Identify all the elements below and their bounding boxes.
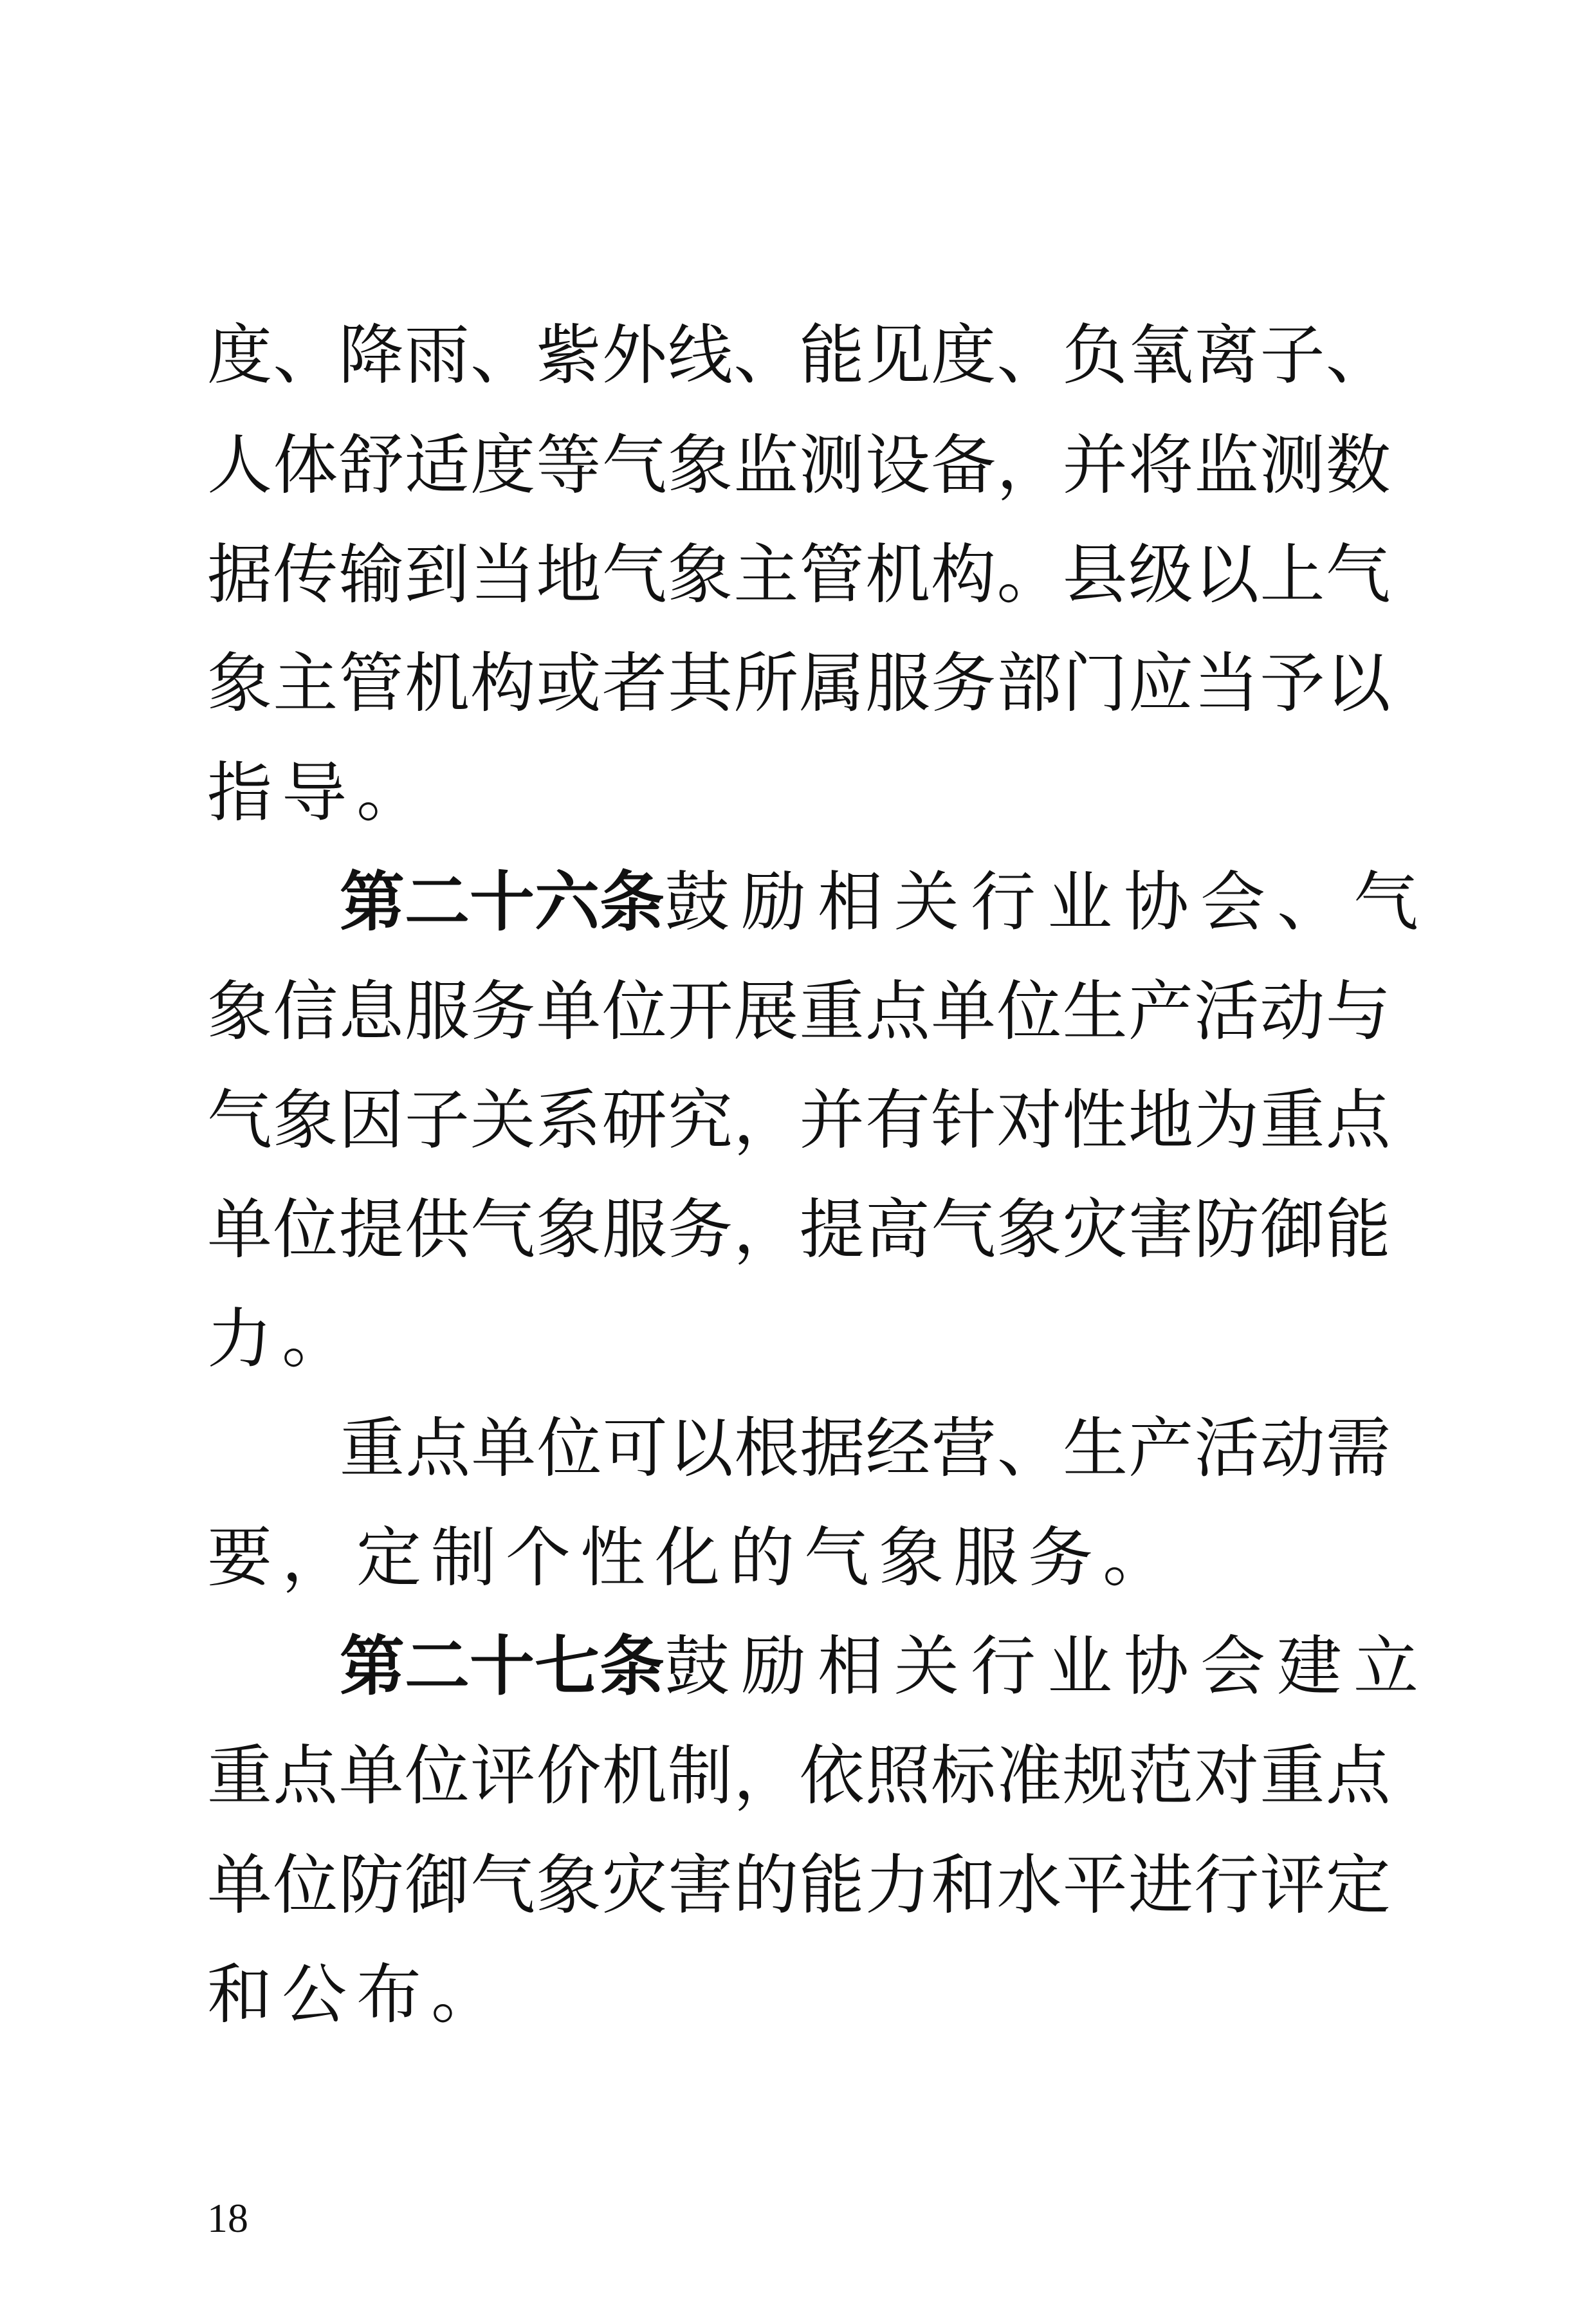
character: 信 (273, 973, 338, 1049)
character: 级 (1128, 537, 1193, 612)
character: 单 (931, 973, 996, 1049)
character: 上 (1260, 537, 1325, 612)
character: 有 (865, 1082, 930, 1158)
character: 位 (273, 1847, 338, 1923)
character: 展 (733, 973, 799, 1049)
character: 降 (338, 317, 404, 393)
character: 构 (470, 645, 536, 721)
character: 监 (1194, 427, 1260, 503)
character: 气 (601, 427, 667, 503)
character: 等 (536, 427, 601, 503)
character: 门 (1062, 645, 1128, 721)
character: 紫 (536, 317, 601, 393)
character: 性 (1062, 1082, 1128, 1158)
character: 或 (536, 645, 601, 721)
character: 气 (1325, 537, 1391, 612)
character: 重 (1260, 1738, 1325, 1814)
character: 活 (1194, 1410, 1260, 1486)
character: 到 (404, 537, 470, 612)
character: 度 (931, 317, 996, 393)
character: 能 (799, 317, 865, 393)
character: 灾 (601, 1847, 667, 1923)
character: 以 (1325, 645, 1391, 721)
character: 部 (996, 645, 1062, 721)
character: 的 (733, 1847, 799, 1923)
character: 人 (207, 427, 273, 503)
character: 据 (800, 1410, 865, 1486)
character: 、 (470, 317, 536, 393)
paragraph-line: 指导。 (207, 755, 432, 831)
character: 氧 (1128, 317, 1193, 393)
character: 、 (733, 317, 799, 393)
character: ， (733, 1082, 799, 1158)
character: 重 (1260, 1082, 1325, 1158)
page-number: 18 (207, 2195, 248, 2241)
character: 属 (799, 645, 865, 721)
character: 害 (667, 1847, 733, 1923)
character: 务 (667, 1192, 733, 1267)
character: 定 (1325, 1847, 1391, 1923)
paragraph-line: 和公布。 (207, 1956, 506, 2032)
character: 当 (470, 537, 536, 612)
character: 负 (1062, 317, 1128, 393)
character: 提 (799, 1192, 865, 1267)
character: 气 (207, 1082, 273, 1158)
character: 价 (536, 1738, 601, 1814)
character: 力 (865, 1847, 930, 1923)
character: 水 (996, 1847, 1062, 1923)
character: 气 (601, 537, 667, 612)
character: 。 (996, 537, 1062, 612)
character: 防 (338, 1847, 404, 1923)
character: 管 (338, 645, 404, 721)
character: 、 (1325, 317, 1391, 393)
character: 活 (1194, 973, 1260, 1049)
character: 点 (865, 973, 930, 1049)
character: 象 (996, 1192, 1062, 1267)
article-text: 鼓励相关行业协会建立 (665, 1628, 1431, 1704)
character: 度 (207, 317, 273, 393)
character: 象 (207, 973, 273, 1049)
character: 位 (601, 973, 667, 1049)
character: 产 (1128, 973, 1193, 1049)
character: 测 (1260, 427, 1325, 503)
character: 数 (1325, 427, 1391, 503)
character: 营 (931, 1410, 996, 1486)
character: 予 (1260, 645, 1325, 721)
character: 防 (1194, 1192, 1260, 1267)
character: 研 (601, 1082, 667, 1158)
article-text: 鼓励相关行业协会、气 (665, 864, 1431, 940)
character: 生 (1062, 973, 1128, 1049)
character: 雨 (404, 317, 470, 393)
character: 能 (1325, 1192, 1391, 1267)
character: 象 (667, 427, 733, 503)
character: 供 (404, 1192, 470, 1267)
character: 设 (865, 427, 930, 503)
character: 重 (799, 973, 865, 1049)
character: 照 (865, 1738, 930, 1814)
character: 动 (1260, 973, 1325, 1049)
character: 者 (601, 645, 667, 721)
character: 经 (865, 1410, 931, 1486)
character: 以 (1194, 537, 1260, 612)
character: 制 (667, 1738, 733, 1814)
paragraph-line (207, 1843, 1391, 1927)
character: 务 (931, 645, 996, 721)
character: 开 (667, 973, 733, 1049)
character: 子 (404, 1082, 470, 1158)
character: 将 (1128, 427, 1193, 503)
character: 高 (865, 1192, 930, 1267)
character: 息 (338, 973, 404, 1049)
character: 舒 (338, 427, 404, 503)
character: 测 (799, 427, 865, 503)
article-number: 第二十六条 (340, 864, 665, 940)
character: 可 (602, 1410, 668, 1486)
character: 点 (1325, 1738, 1391, 1814)
character: 度 (470, 427, 536, 503)
character: 并 (1062, 427, 1128, 503)
character: 气 (470, 1847, 536, 1923)
character: 御 (404, 1847, 470, 1923)
character: 能 (799, 1847, 865, 1923)
character: 其 (667, 645, 733, 721)
character: 因 (338, 1082, 404, 1158)
character: 务 (470, 973, 536, 1049)
character: 规 (1062, 1738, 1128, 1814)
character: 害 (1128, 1192, 1193, 1267)
character: 线 (667, 317, 733, 393)
character: 依 (799, 1738, 865, 1814)
character: 机 (865, 537, 930, 612)
paragraph-line (207, 1078, 1391, 1162)
character: 行 (1194, 1847, 1260, 1923)
character: 、 (273, 317, 338, 393)
character: 单 (338, 1738, 404, 1814)
character: 地 (536, 537, 601, 612)
character: 评 (470, 1738, 536, 1814)
character: 评 (1260, 1847, 1325, 1923)
character: 机 (601, 1738, 667, 1814)
paragraph-line: 力。 (207, 1301, 357, 1377)
article-27-first-line (340, 1625, 1431, 1708)
character: 位 (273, 1192, 338, 1267)
character: 御 (1260, 1192, 1325, 1267)
paragraph-line (340, 1406, 1391, 1490)
character: 构 (931, 537, 996, 612)
character: 见 (865, 317, 930, 393)
character: 气 (470, 1192, 536, 1267)
character: 备 (931, 427, 996, 503)
character: 机 (404, 645, 470, 721)
character: 位 (537, 1410, 602, 1486)
character: 象 (536, 1847, 601, 1923)
paragraph-line (207, 1734, 1391, 1818)
character: 准 (996, 1738, 1062, 1814)
character: 究 (667, 1082, 733, 1158)
character: 外 (601, 317, 667, 393)
character: 离 (1194, 317, 1260, 393)
character: 传 (273, 537, 338, 612)
character: 对 (1194, 1738, 1260, 1814)
character: 象 (536, 1192, 601, 1267)
character: 重 (207, 1738, 273, 1814)
character: 当 (1194, 645, 1260, 721)
character: 需 (1325, 1410, 1391, 1486)
character: 并 (799, 1082, 865, 1158)
character: 与 (1325, 973, 1391, 1049)
character: 针 (931, 1082, 996, 1158)
character: 单 (471, 1410, 537, 1486)
character: 点 (273, 1738, 338, 1814)
character: 产 (1128, 1410, 1194, 1486)
character: 生 (1063, 1410, 1128, 1486)
character: 气 (931, 1192, 996, 1267)
paragraph-line (207, 970, 1391, 1053)
character: 、 (996, 317, 1062, 393)
character: 系 (536, 1082, 601, 1158)
character: 服 (865, 645, 930, 721)
character: 单 (207, 1847, 273, 1923)
article-26-first-line (340, 860, 1431, 944)
character: 为 (1194, 1082, 1260, 1158)
character: 象 (207, 645, 273, 721)
character: 体 (273, 427, 338, 503)
paragraph-line (207, 423, 1391, 507)
article-number: 第二十七条 (340, 1628, 665, 1704)
character: 子 (1260, 317, 1325, 393)
character: 点 (1325, 1082, 1391, 1158)
character: 服 (404, 973, 470, 1049)
character: 县 (1062, 537, 1128, 612)
paragraph-line (207, 641, 1391, 725)
character: 单 (536, 973, 601, 1049)
character: 关 (470, 1082, 536, 1158)
character: ， (733, 1738, 799, 1814)
character: 平 (1062, 1847, 1128, 1923)
paragraph-line (207, 1188, 1391, 1271)
character: 范 (1128, 1738, 1193, 1814)
character: 据 (207, 537, 273, 612)
character: 、 (996, 1410, 1062, 1486)
character: 进 (1128, 1847, 1193, 1923)
character: 主 (733, 537, 799, 612)
character: 重 (340, 1410, 405, 1486)
character: 点 (405, 1410, 471, 1486)
character: 应 (1128, 645, 1193, 721)
character: 根 (734, 1410, 800, 1486)
character: 地 (1128, 1082, 1193, 1158)
character: ， (996, 427, 1062, 503)
character: 以 (668, 1410, 733, 1486)
character: 象 (667, 537, 733, 612)
paragraph-line: 要，定制个性化的气象服务。 (207, 1520, 1178, 1596)
character: 提 (338, 1192, 404, 1267)
character: 位 (996, 973, 1062, 1049)
character: 所 (733, 645, 799, 721)
character: 和 (931, 1847, 996, 1923)
character: 对 (996, 1082, 1062, 1158)
character: 适 (404, 427, 470, 503)
character: 象 (273, 1082, 338, 1158)
paragraph-line (207, 313, 1391, 397)
paragraph-line (207, 533, 1391, 616)
character: 动 (1260, 1410, 1325, 1486)
character: 位 (404, 1738, 470, 1814)
character: 监 (733, 427, 799, 503)
character: 单 (207, 1192, 273, 1267)
character: 管 (799, 537, 865, 612)
character: 主 (273, 645, 338, 721)
character: 输 (338, 537, 404, 612)
character: ， (733, 1192, 799, 1267)
character: 标 (931, 1738, 996, 1814)
character: 服 (601, 1192, 667, 1267)
character: 灾 (1062, 1192, 1128, 1267)
